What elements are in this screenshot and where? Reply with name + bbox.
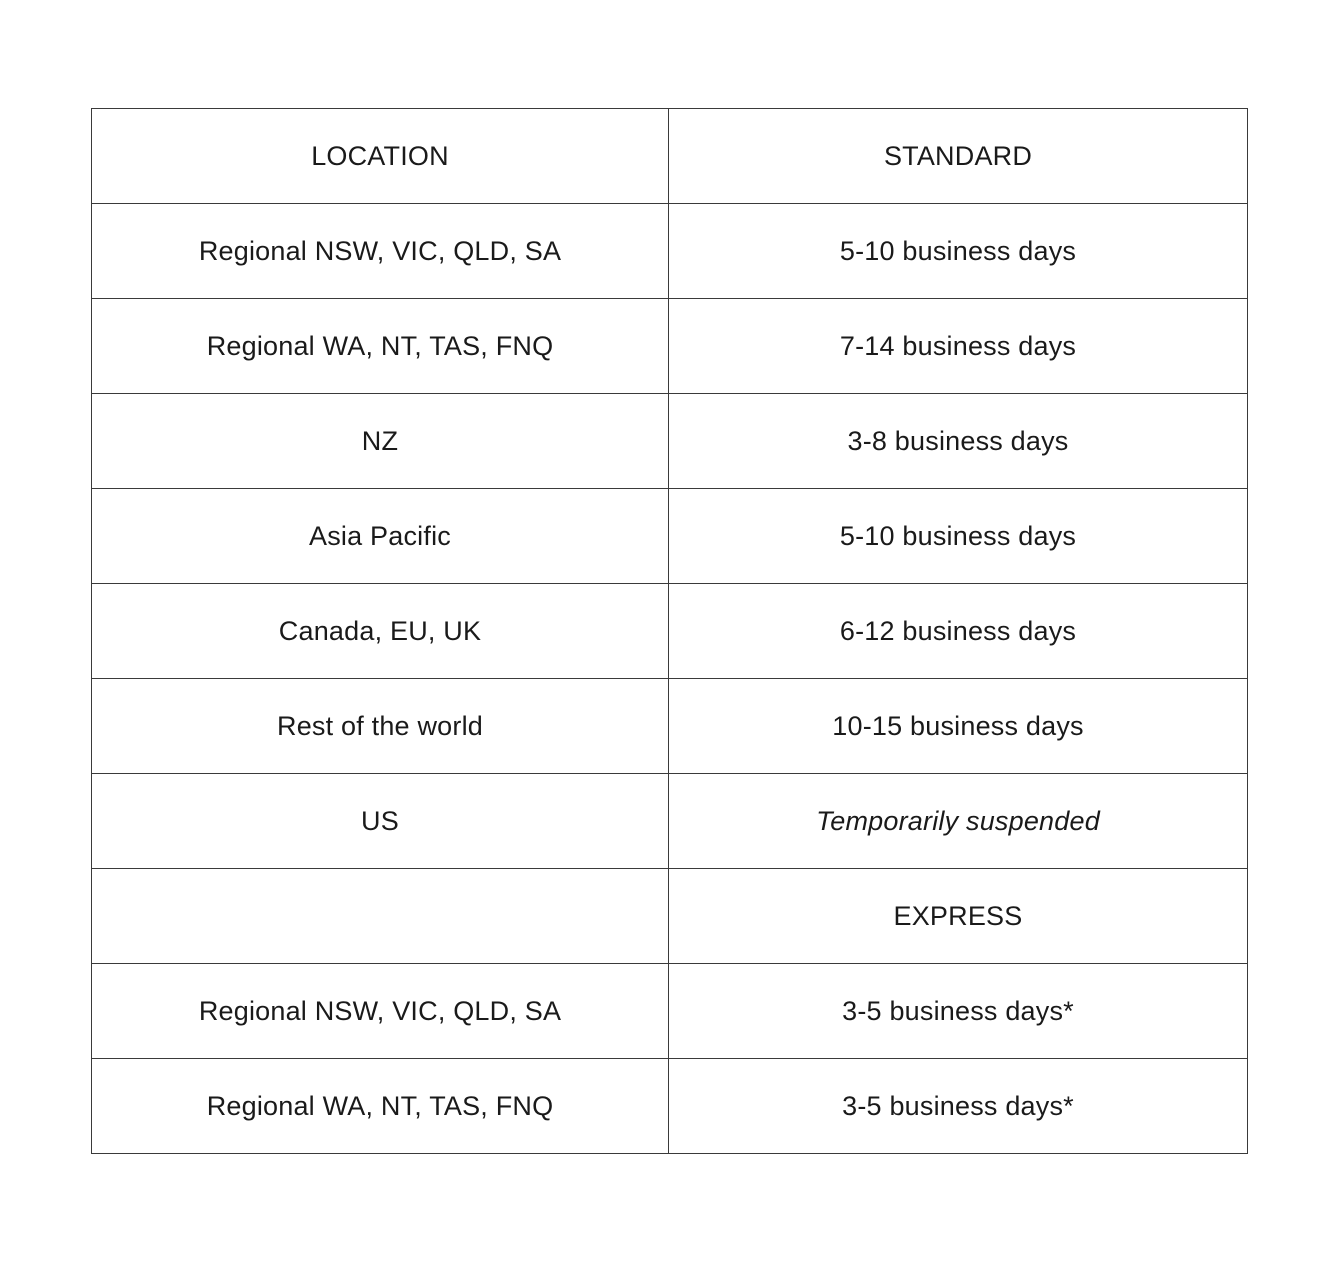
location-cell: Regional NSW, VIC, QLD, SA xyxy=(92,964,669,1059)
suspended-status-cell: Temporarily suspended xyxy=(669,774,1248,869)
table-row xyxy=(92,774,1248,869)
table-row xyxy=(92,584,1248,679)
delivery-time-cell: 3-5 business days* xyxy=(669,1059,1248,1154)
location-cell: NZ xyxy=(92,394,669,489)
shipping-times-table xyxy=(91,108,1248,1154)
delivery-time-cell: 7-14 business days xyxy=(669,299,1248,394)
location-cell: US xyxy=(92,774,669,869)
header-standard: STANDARD xyxy=(669,109,1248,204)
table-row xyxy=(92,489,1248,584)
table-row xyxy=(92,204,1248,299)
header-express: EXPRESS xyxy=(669,869,1248,964)
table-row xyxy=(92,394,1248,489)
delivery-time-cell: 6-12 business days xyxy=(669,584,1248,679)
table-header-row xyxy=(92,109,1248,204)
location-cell: Asia Pacific xyxy=(92,489,669,584)
location-cell: Regional WA, NT, TAS, FNQ xyxy=(92,1059,669,1154)
location-cell: Rest of the world xyxy=(92,679,669,774)
express-header-row xyxy=(92,869,1248,964)
header-location: LOCATION xyxy=(92,109,669,204)
location-cell: Regional NSW, VIC, QLD, SA xyxy=(92,204,669,299)
delivery-time-cell: 5-10 business days xyxy=(669,489,1248,584)
table-row xyxy=(92,1059,1248,1154)
delivery-time-cell: 5-10 business days xyxy=(669,204,1248,299)
location-cell: Regional WA, NT, TAS, FNQ xyxy=(92,299,669,394)
table-row xyxy=(92,679,1248,774)
location-cell: Canada, EU, UK xyxy=(92,584,669,679)
delivery-time-cell: 3-5 business days* xyxy=(669,964,1248,1059)
table-row xyxy=(92,299,1248,394)
express-header-empty-cell xyxy=(92,869,669,964)
delivery-time-cell: 3-8 business days xyxy=(669,394,1248,489)
table-row xyxy=(92,964,1248,1059)
delivery-time-cell: 10-15 business days xyxy=(669,679,1248,774)
